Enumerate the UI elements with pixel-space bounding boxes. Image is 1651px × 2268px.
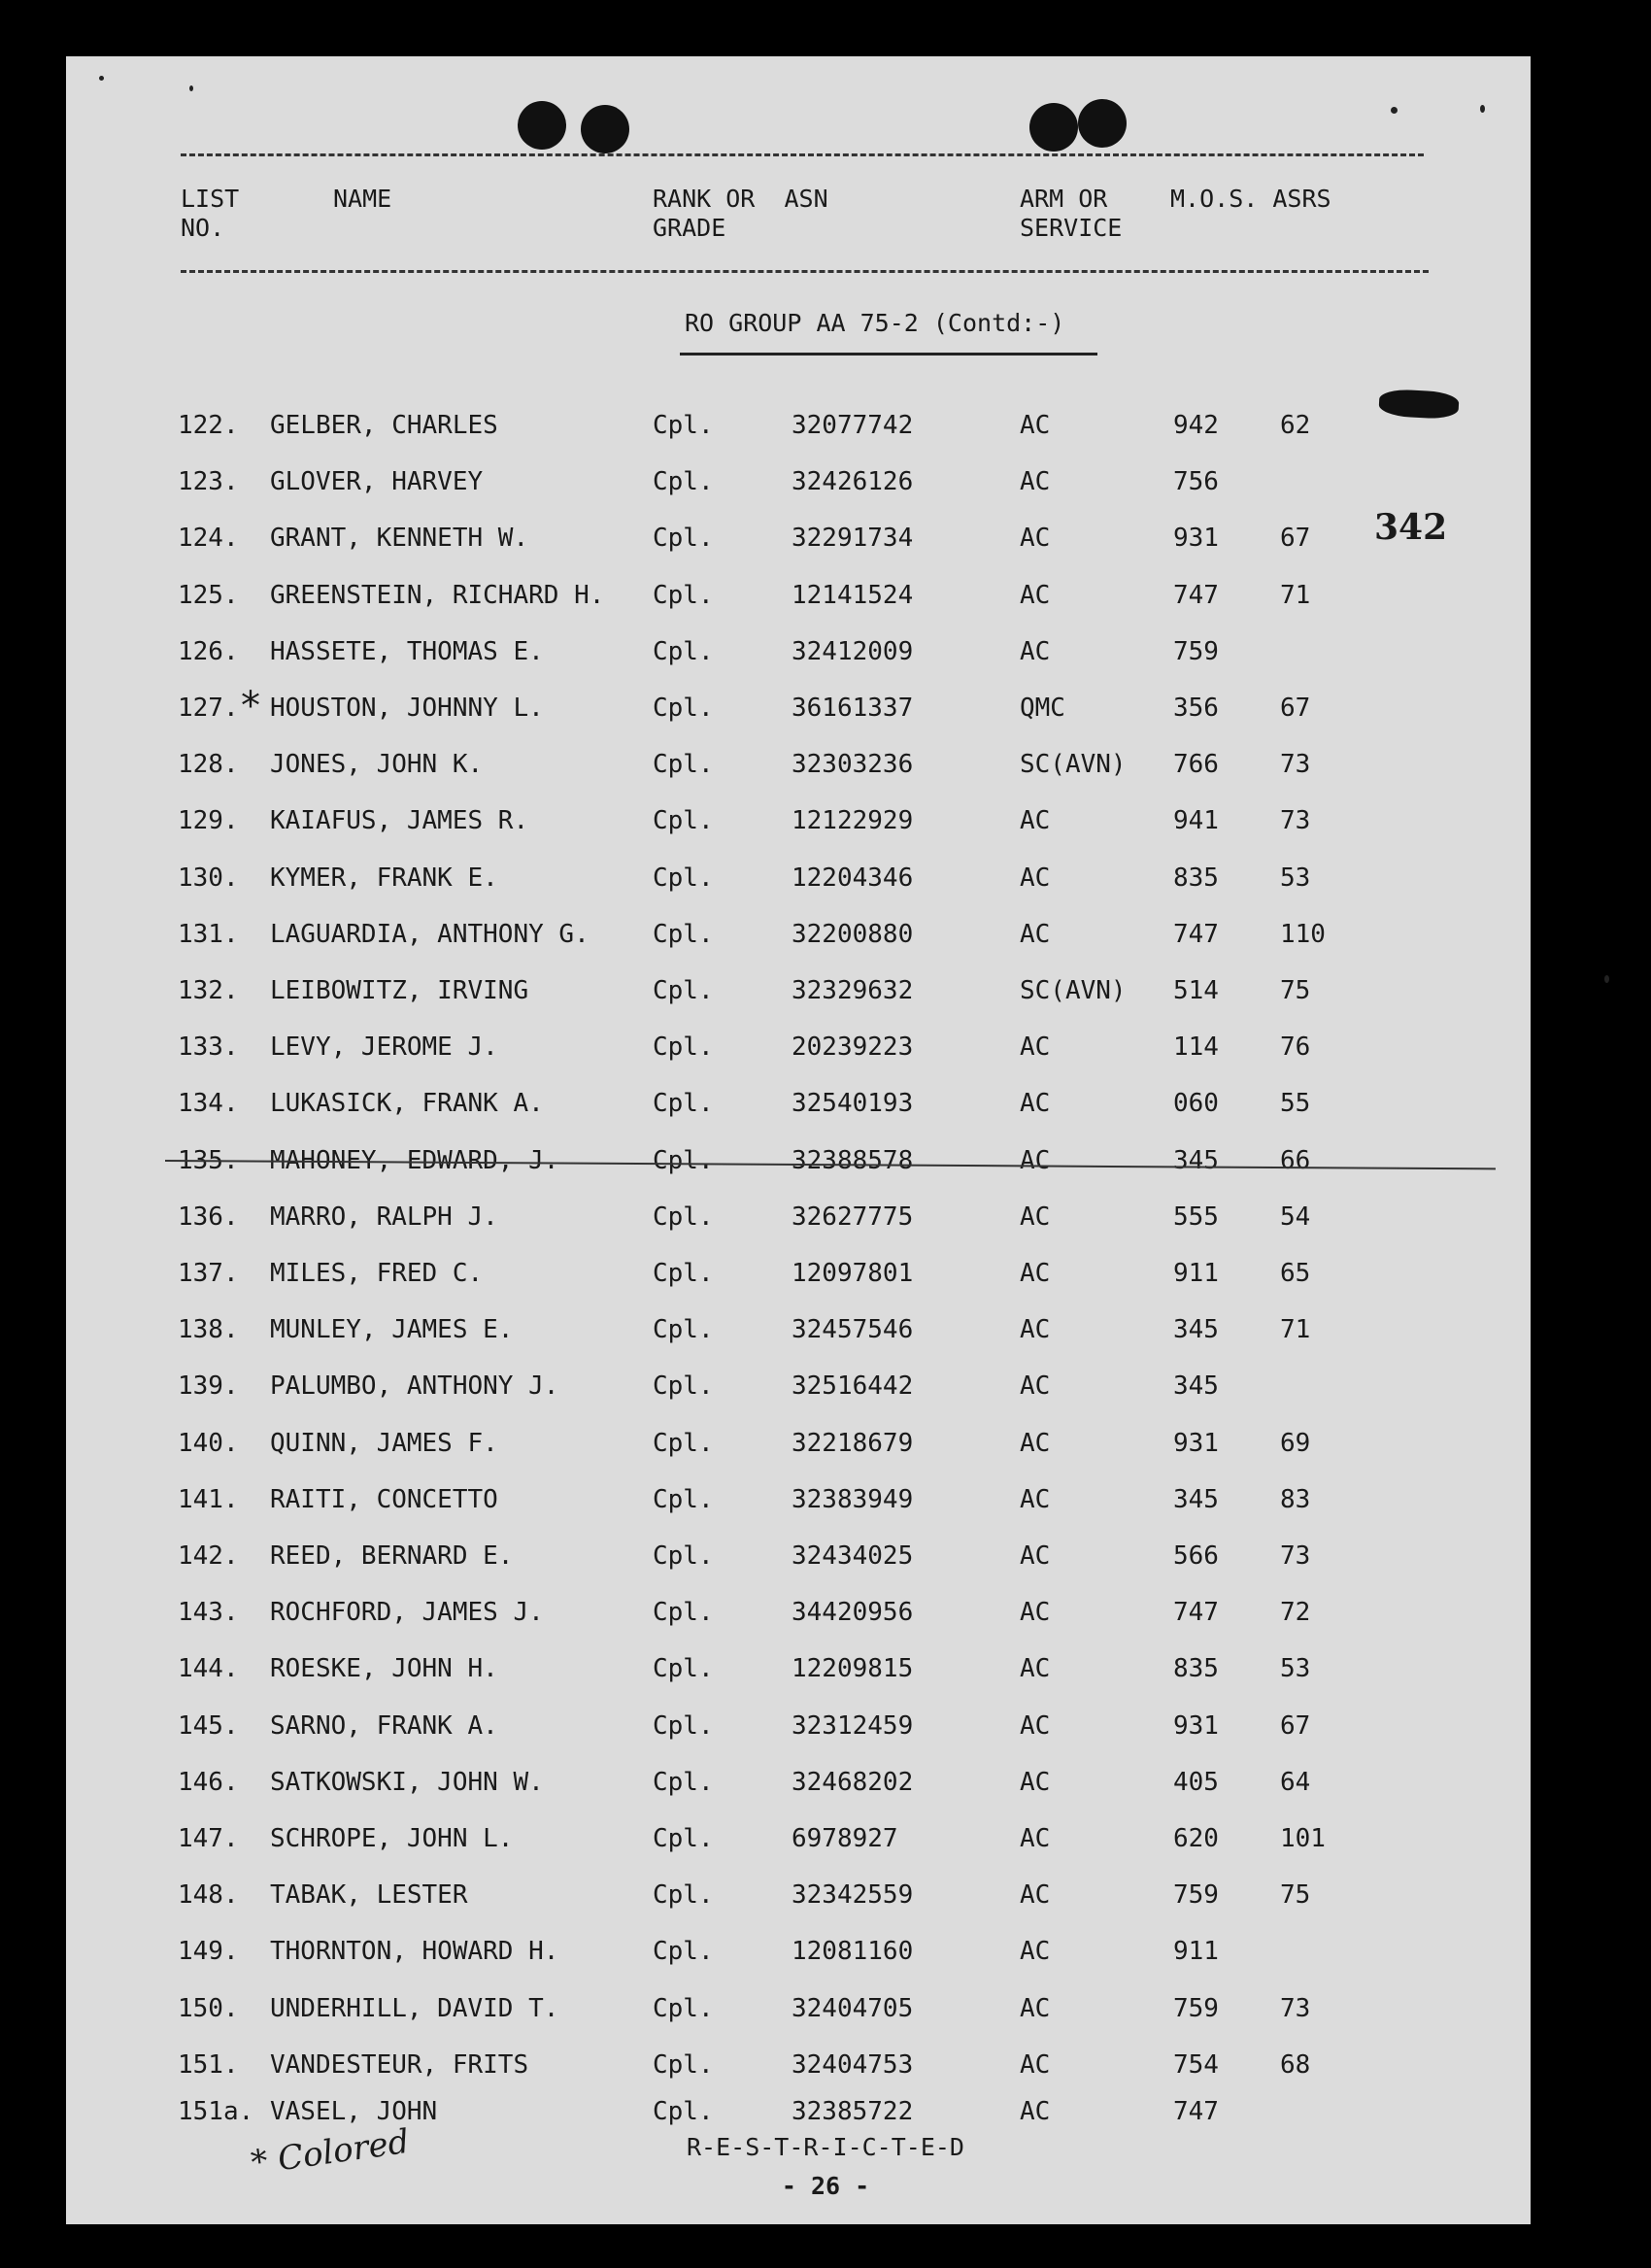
asn-cell: 12204346 (792, 863, 914, 893)
name-cell: VANDESTEUR, FRITS (270, 2049, 529, 2080)
asrs-cell: 110 (1280, 919, 1326, 949)
rank-cell: Cpl. (653, 750, 714, 780)
rank-cell: Cpl. (653, 1880, 714, 1911)
mos-cell: 766 (1173, 750, 1219, 780)
mos-cell: 114 (1173, 1032, 1219, 1063)
asn-cell: 32329632 (792, 976, 914, 1005)
asrs-cell: 101 (1280, 1824, 1326, 1853)
arm-cell: AC (1020, 1032, 1051, 1063)
asrs-cell: 62 (1280, 411, 1311, 440)
mos-cell: 060 (1173, 1089, 1219, 1119)
list-number: 134. (178, 1089, 239, 1119)
list-number: 131. (178, 919, 239, 949)
asn-cell: 32404753 (792, 2049, 914, 2080)
rank-cell: Cpl. (653, 1259, 714, 1288)
table-row (0, 1310, 1651, 1349)
arm-cell: AC (1020, 1541, 1051, 1571)
asrs-cell: 73 (1280, 1993, 1311, 2023)
list-number: 135. (178, 1145, 239, 1175)
asn-cell: 32312459 (792, 1710, 914, 1741)
list-number: 133. (178, 1032, 239, 1063)
table-row (0, 519, 1651, 558)
table-row (0, 859, 1651, 897)
arm-cell: AC (1020, 580, 1051, 610)
asrs-cell: 65 (1280, 1259, 1311, 1288)
list-number: 128. (178, 750, 239, 780)
name-cell: HASSETE, THOMAS E. (270, 636, 544, 666)
asn-cell: 32457546 (792, 1315, 914, 1345)
table-row (0, 1707, 1651, 1745)
name-cell: MAHONEY, EDWARD, J. (270, 1145, 559, 1175)
asn-cell: 32627775 (792, 1202, 914, 1232)
arm-cell: SC(AVN) (1020, 750, 1127, 780)
asn-cell: 32303236 (792, 750, 914, 780)
top-dashed-rule (181, 153, 1424, 156)
asn-cell: 32291734 (792, 524, 914, 554)
table-row (0, 576, 1651, 615)
speck (1391, 107, 1398, 114)
header-rank-asn: RANK OR ASN GRADE (653, 185, 828, 242)
section-title-wrap (685, 309, 1064, 337)
table-row (0, 1876, 1651, 1914)
table-row (0, 1367, 1651, 1405)
mos-cell: 345 (1173, 1145, 1219, 1175)
asn-cell: 32426126 (792, 467, 914, 497)
name-cell: LAGUARDIA, ANTHONY G. (270, 919, 590, 949)
table-row (0, 1254, 1651, 1293)
asn-cell: 12122929 (792, 806, 914, 836)
asn-cell: 32385722 (792, 2096, 914, 2126)
asrs-cell: 69 (1280, 1428, 1311, 1458)
name-cell: LUKASICK, FRANK A. (270, 1089, 544, 1119)
list-number: 127. (178, 694, 239, 723)
list-number: 137. (178, 1259, 239, 1288)
table-row (0, 1424, 1651, 1463)
asn-cell: 32077742 (792, 411, 914, 440)
table-row (0, 1084, 1651, 1123)
table-row (0, 1028, 1651, 1066)
mos-cell: 835 (1173, 863, 1219, 893)
list-number: 147. (178, 1824, 239, 1853)
asrs-cell: 54 (1280, 1202, 1311, 1232)
mos-cell: 911 (1173, 1937, 1219, 1967)
asn-cell: 36161337 (792, 694, 914, 723)
arm-cell: AC (1020, 2049, 1051, 2080)
mos-cell: 941 (1173, 806, 1219, 836)
table-row (0, 1537, 1651, 1575)
list-number: 122. (178, 411, 239, 440)
asrs-cell: 71 (1280, 580, 1311, 610)
asrs-cell: 73 (1280, 806, 1311, 836)
name-cell: TABAK, LESTER (270, 1880, 468, 1911)
table-row (0, 1763, 1651, 1802)
punch-hole (581, 105, 629, 153)
mos-cell: 345 (1173, 1371, 1219, 1402)
rank-cell: Cpl. (653, 2049, 714, 2080)
rank-cell: Cpl. (653, 1089, 714, 1119)
mos-cell: 754 (1173, 2049, 1219, 2080)
rank-cell: Cpl. (653, 1937, 714, 1967)
arm-cell: AC (1020, 1824, 1051, 1853)
handwritten-note: * Colored (249, 2121, 412, 2183)
mos-cell: 514 (1173, 976, 1219, 1005)
name-cell: UNDERHILL, DAVID T. (270, 1993, 559, 2023)
asn-cell: 32200880 (792, 919, 914, 949)
name-cell: THORNTON, HOWARD H. (270, 1937, 559, 1967)
asn-cell: 32540193 (792, 1089, 914, 1119)
asrs-cell: 73 (1280, 1541, 1311, 1571)
table-row (0, 462, 1651, 501)
arm-cell: AC (1020, 1089, 1051, 1119)
name-cell: LEVY, JEROME J. (270, 1032, 498, 1063)
asrs-cell: 67 (1280, 1710, 1311, 1741)
list-number: 151. (178, 2049, 239, 2080)
name-cell: SATKOWSKI, JOHN W. (270, 1767, 544, 1797)
asrs-cell: 66 (1280, 1145, 1311, 1175)
arm-cell: AC (1020, 467, 1051, 497)
table-row (0, 1198, 1651, 1236)
header-arm-service: ARM OR SERVICE (1020, 185, 1123, 242)
rank-cell: Cpl. (653, 411, 714, 440)
asrs-cell: 53 (1280, 1654, 1311, 1684)
punch-hole (1029, 103, 1078, 152)
asn-cell: 12081160 (792, 1937, 914, 1967)
mos-cell: 931 (1173, 1428, 1219, 1458)
name-cell: ROESKE, JOHN H. (270, 1654, 498, 1684)
name-cell: LEIBOWITZ, IRVING (270, 976, 529, 1005)
rank-cell: Cpl. (653, 976, 714, 1005)
table-row (0, 745, 1651, 784)
mos-cell: 620 (1173, 1824, 1219, 1853)
arm-cell: AC (1020, 863, 1051, 893)
asrs-cell: 75 (1280, 1880, 1311, 1911)
rank-cell: Cpl. (653, 1541, 714, 1571)
asn-cell: 32218679 (792, 1428, 914, 1458)
name-cell: SARNO, FRANK A. (270, 1710, 498, 1741)
list-number: 148. (178, 1880, 239, 1911)
arm-cell: AC (1020, 1993, 1051, 2023)
arm-cell: AC (1020, 411, 1051, 440)
restricted-footer: R-E-S-T-R-I-C-T-E-D (687, 2133, 964, 2161)
table-row (0, 406, 1651, 445)
mos-cell: 345 (1173, 1484, 1219, 1514)
arm-cell: AC (1020, 1654, 1051, 1684)
list-number: 129. (178, 806, 239, 836)
rank-cell: Cpl. (653, 636, 714, 666)
asrs-cell: 67 (1280, 694, 1311, 723)
mos-cell: 747 (1173, 919, 1219, 949)
arm-cell: AC (1020, 1880, 1051, 1911)
table-row (0, 1593, 1651, 1632)
name-cell: KAIAFUS, JAMES R. (270, 806, 529, 836)
name-cell: VASEL, JOHN (270, 2096, 438, 2126)
rank-cell: Cpl. (653, 1767, 714, 1797)
table-row (0, 1989, 1651, 2028)
table-row (0, 801, 1651, 840)
list-number: 132. (178, 976, 239, 1005)
mos-cell: 345 (1173, 1315, 1219, 1345)
rank-cell: Cpl. (653, 1032, 714, 1063)
asn-cell: 12097801 (792, 1259, 914, 1288)
mos-cell: 759 (1173, 1880, 1219, 1911)
asrs-cell: 68 (1280, 2049, 1311, 2080)
asrs-cell: 72 (1280, 1598, 1311, 1628)
list-number: 123. (178, 467, 239, 497)
name-cell: MILES, FRED C. (270, 1259, 484, 1288)
speck (1480, 105, 1485, 113)
punch-hole (518, 101, 566, 150)
rank-cell: Cpl. (653, 694, 714, 723)
rank-cell: Cpl. (653, 1484, 714, 1514)
list-number: 139. (178, 1371, 239, 1402)
mos-cell: 405 (1173, 1767, 1219, 1797)
rank-cell: Cpl. (653, 1371, 714, 1402)
name-cell: JONES, JOHN K. (270, 750, 484, 780)
asrs-cell: 76 (1280, 1032, 1311, 1063)
list-number: 136. (178, 1202, 239, 1232)
rank-cell: Cpl. (653, 1654, 714, 1684)
name-cell: GRANT, KENNETH W. (270, 524, 529, 554)
list-number: 138. (178, 1315, 239, 1345)
mos-cell: 931 (1173, 1710, 1219, 1741)
table-row (0, 2092, 1651, 2131)
list-number: 130. (178, 863, 239, 893)
speck (99, 76, 104, 81)
rank-cell: Cpl. (653, 806, 714, 836)
arm-cell: AC (1020, 919, 1051, 949)
table-row (0, 2046, 1651, 2084)
list-number: 142. (178, 1541, 239, 1571)
arm-cell: AC (1020, 2096, 1051, 2126)
section-title: RO GROUP AA 75-2 (Contd:-) (685, 309, 1065, 337)
arm-cell: AC (1020, 1315, 1051, 1345)
asrs-cell: 64 (1280, 1767, 1311, 1797)
list-number: 151a. (178, 2096, 254, 2126)
asn-cell: 32516442 (792, 1371, 914, 1402)
name-cell: KYMER, FRANK E. (270, 863, 498, 893)
list-number: 149. (178, 1937, 239, 1967)
list-number: 150. (178, 1993, 239, 2023)
table-row (0, 1649, 1651, 1688)
mos-cell: 747 (1173, 2096, 1219, 2126)
asn-cell: 32404705 (792, 1993, 914, 2023)
asn-cell: 12141524 (792, 580, 914, 610)
arm-cell: AC (1020, 636, 1051, 666)
asn-cell: 32342559 (792, 1880, 914, 1911)
arm-cell: AC (1020, 1767, 1051, 1797)
list-number: 126. (178, 636, 239, 666)
name-cell: MARRO, RALPH J. (270, 1202, 498, 1232)
list-number: 141. (178, 1484, 239, 1514)
rank-cell: Cpl. (653, 1710, 714, 1741)
header-dashed-rule (181, 270, 1429, 273)
section-title-underline (680, 353, 1097, 355)
list-number: 140. (178, 1428, 239, 1458)
table-row (0, 1932, 1651, 1971)
arm-cell: AC (1020, 1202, 1051, 1232)
mos-cell: 942 (1173, 411, 1219, 440)
rank-cell: Cpl. (653, 1315, 714, 1345)
asn-cell: 32468202 (792, 1767, 914, 1797)
asrs-cell: 71 (1280, 1315, 1311, 1345)
name-cell: REED, BERNARD E. (270, 1541, 514, 1571)
rank-cell: Cpl. (653, 1824, 714, 1853)
name-cell: ROCHFORD, JAMES J. (270, 1598, 544, 1628)
name-cell: GELBER, CHARLES (270, 411, 498, 440)
asterisk-mark: * (241, 684, 260, 728)
list-number: 145. (178, 1710, 239, 1741)
table-row (0, 632, 1651, 671)
asrs-cell: 83 (1280, 1484, 1311, 1514)
asrs-cell: 55 (1280, 1089, 1311, 1119)
arm-cell: AC (1020, 1484, 1051, 1514)
rank-cell: Cpl. (653, 1993, 714, 2023)
rank-cell: Cpl. (653, 1428, 714, 1458)
asrs-cell: 73 (1280, 750, 1311, 780)
name-cell: GREENSTEIN, RICHARD H. (270, 580, 605, 610)
name-cell: RAITI, CONCETTO (270, 1484, 498, 1514)
asn-cell: 32434025 (792, 1541, 914, 1571)
asn-cell: 32388578 (792, 1145, 914, 1175)
asn-cell: 32412009 (792, 636, 914, 666)
mos-cell: 566 (1173, 1541, 1219, 1571)
table-row (0, 1480, 1651, 1519)
asn-cell: 32383949 (792, 1484, 914, 1514)
list-number: 143. (178, 1598, 239, 1628)
arm-cell: AC (1020, 1598, 1051, 1628)
header-mos-asrs: M.O.S. ASRS (1170, 185, 1331, 213)
list-number: 144. (178, 1654, 239, 1684)
list-number: 125. (178, 580, 239, 610)
mos-cell: 759 (1173, 1993, 1219, 2023)
table-row (0, 1819, 1651, 1858)
header-name: NAME (333, 185, 392, 213)
mos-cell: 756 (1173, 467, 1219, 497)
asn-cell: 20239223 (792, 1032, 914, 1063)
table-row (0, 971, 1651, 1010)
mos-cell: 555 (1173, 1202, 1219, 1232)
rank-cell: Cpl. (653, 467, 714, 497)
rank-cell: Cpl. (653, 2096, 714, 2126)
asn-cell: 12209815 (792, 1654, 914, 1684)
asrs-cell: 75 (1280, 976, 1311, 1005)
mos-cell: 835 (1173, 1654, 1219, 1684)
rank-cell: Cpl. (653, 1145, 714, 1175)
name-cell: MUNLEY, JAMES E. (270, 1315, 514, 1345)
mos-cell: 759 (1173, 636, 1219, 666)
asrs-cell: 67 (1280, 524, 1311, 554)
name-cell: PALUMBO, ANTHONY J. (270, 1371, 559, 1402)
arm-cell: AC (1020, 1145, 1051, 1175)
table-row (0, 915, 1651, 954)
rank-cell: Cpl. (653, 919, 714, 949)
list-number: 146. (178, 1767, 239, 1797)
punch-hole (1078, 99, 1127, 148)
arm-cell: AC (1020, 1259, 1051, 1288)
asrs-cell: 53 (1280, 863, 1311, 893)
rank-cell: Cpl. (653, 1598, 714, 1628)
arm-cell: AC (1020, 1937, 1051, 1967)
mos-cell: 356 (1173, 694, 1219, 723)
rank-cell: Cpl. (653, 524, 714, 554)
mos-cell: 911 (1173, 1259, 1219, 1288)
header-list-no: LIST NO. (181, 185, 240, 242)
name-cell: GLOVER, HARVEY (270, 467, 484, 497)
asn-cell: 34420956 (792, 1598, 914, 1628)
arm-cell: AC (1020, 524, 1051, 554)
rank-cell: Cpl. (653, 863, 714, 893)
arm-cell: QMC (1020, 694, 1065, 723)
arm-cell: AC (1020, 1428, 1051, 1458)
name-cell: QUINN, JAMES F. (270, 1428, 498, 1458)
arm-cell: AC (1020, 1710, 1051, 1741)
mos-cell: 747 (1173, 580, 1219, 610)
rank-cell: Cpl. (653, 580, 714, 610)
arm-cell: AC (1020, 806, 1051, 836)
page-number: - 26 - (781, 2172, 870, 2200)
arm-cell: AC (1020, 1371, 1051, 1402)
arm-cell: SC(AVN) (1020, 976, 1127, 1005)
speck (189, 85, 193, 91)
rank-cell: Cpl. (653, 1202, 714, 1232)
mos-cell: 931 (1173, 524, 1219, 554)
asn-cell: 6978927 (792, 1824, 898, 1853)
name-cell: HOUSTON, JOHNNY L. (270, 694, 544, 723)
margin-number: 342 (1374, 507, 1448, 548)
list-number: 124. (178, 524, 239, 554)
mos-cell: 747 (1173, 1598, 1219, 1628)
name-cell: SCHROPE, JOHN L. (270, 1824, 514, 1853)
